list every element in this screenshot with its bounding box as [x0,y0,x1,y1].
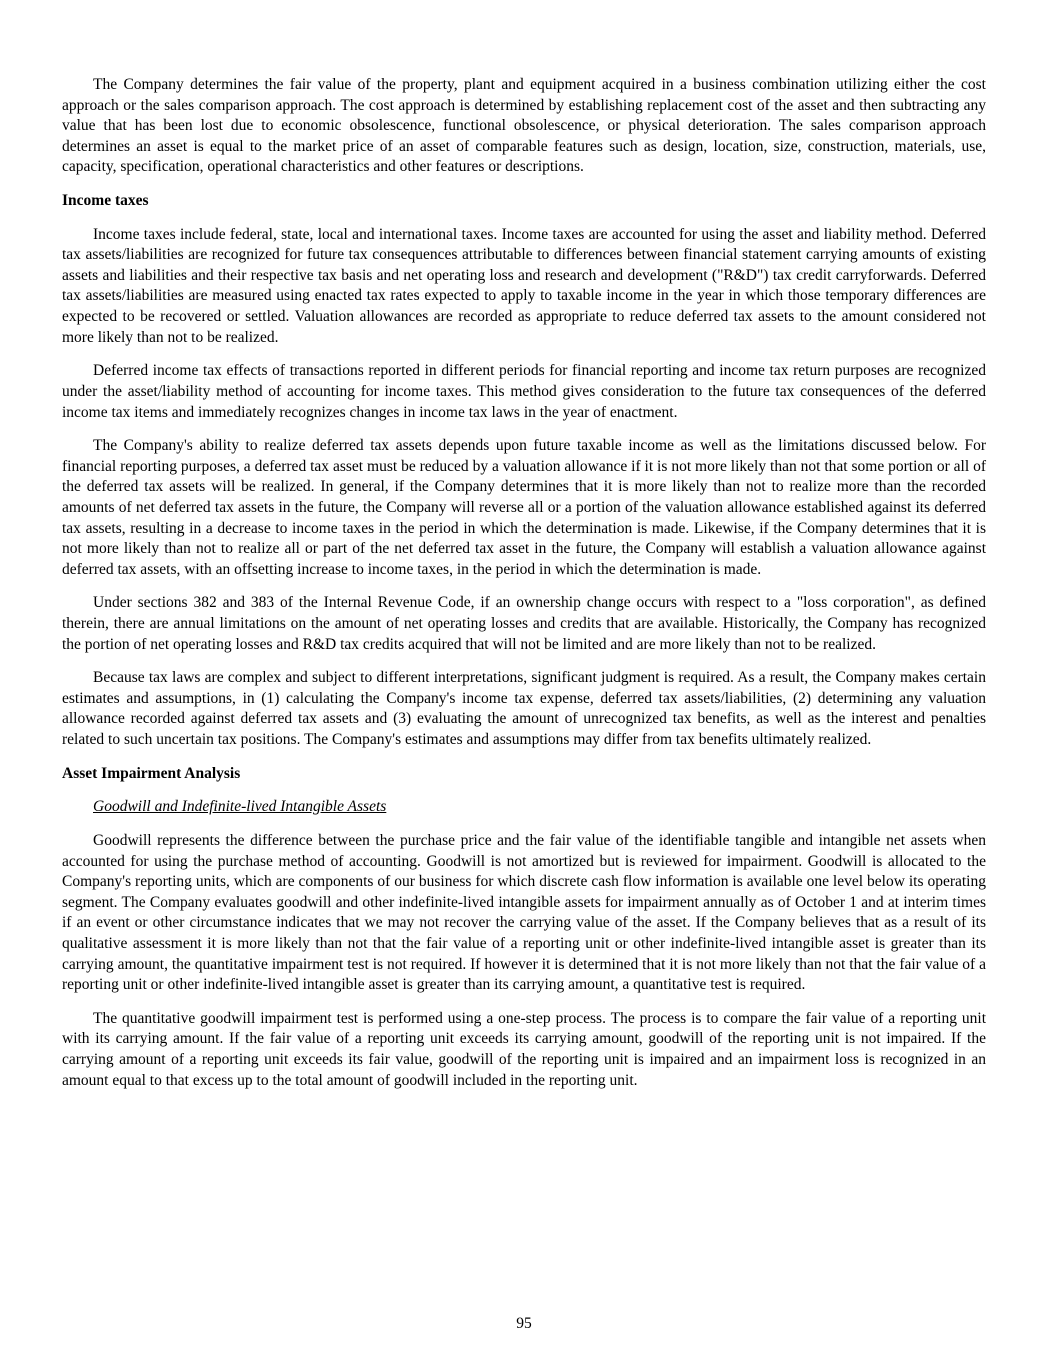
paragraph-deferred-income-tax-effects: Deferred income tax effects of transactions reported in different periods for financial reporting and income tax return purposes are recognized under the asset/liability method of accounting for income taxes. This method gives consideration to the future tax consequences of the deferred income tax items and immediately recognizes changes in income tax laws in the year of enactment. [62,362,986,421]
paragraph-tax-law-judgment: Because tax laws are complex and subject to different interpretations, significant judgment is required. As a result, the Company makes certain estimates and assumptions, in (1) calculating the Company's income tax expense, deferred tax assets/liabilities, (2) determining any valuation allowance recorded against deferred tax assets and (3) evaluating the amount of unrecognized tax benefits, as well as the interest and penalties related to such uncertain tax positions. The Company's estimates and assumptions may differ from tax benefits ultimately realized. [62,669,986,749]
paragraph-deferred-tax-assets-realization: The Company's ability to realize deferred tax assets depends upon future taxable income as well as the limitations discussed below. For financial reporting purposes, a deferred tax asset must be reduced by a valuation allowance if it is not more likely than not that some portion or all of the deferred tax assets will be realized. In general, if the Company determines that it is more likely than not to realize more than the recorded amounts of net deferred tax assets in the future, the Company will reverse all or a portion of the valuation allowance established against its deferred tax assets, resulting in a decrease to income taxes in the period in which the determination is made. Likewise, if the Company determines that it is not more likely than not to realize all or part of the net deferred tax asset in the future, the Company will establish a valuation allowance against deferred tax assets, with an offsetting increase to income taxes, in the period in which the determination is made. [62,437,986,578]
paragraph-sections-382-383: Under sections 382 and 383 of the Internal Revenue Code, if an ownership change occurs with respect to a "loss corporation", as defined therein, there are annual limitations on the amount of net operating losses and credits that are available. Historically, the Company has recognized the portion of net operating losses and R&D tax credits acquired that will not be limited and are more likely than not to be realized. [62,594,986,653]
subheading-goodwill-indefinite-lived-intangible-assets: Goodwill and Indefinite-lived Intangible Assets [93,798,387,816]
paragraph-goodwill-overview: Goodwill represents the difference between the purchase price and the fair value of the identifiable tangible and intangible net assets when accounted for using the purchase method of accounting. Goodwill is not amortized but is reviewed for impairment. Goodwill is allocated to the Company's reporting units, which are components of our business for which discrete cash flow information is available one level below its operating segment. The Company evaluates goodwill and other indefinite-lived intangible assets for impairment annually as of October 1 and at interim times if an event or other circumstance indicates that we may not recover the carrying value of the asset. If the Company believes that as a result of its qualitative assessment it is more likely than not that the fair value of a reporting unit or other indefinite-lived intangible asset is greater than its carrying amount, the quantitative impairment test is not required. If however it is determined that it is not more likely than not that the fair value of a reporting unit or other indefinite-lived intangible asset is greater than its carrying amount, a quantitative test is required. [62,831,986,994]
paragraph-quantitative-goodwill-impairment-test: The quantitative goodwill impairment test is performed using a one-step process. The process is to compare the fair value of a reporting unit with its carrying amount. If the fair value of a reporting unit exceeds its carrying amount, goodwill of the reporting unit is not impaired. If the carrying amount of a reporting unit exceeds its fair value, goodwill of the reporting unit is impaired and an impairment loss is recognized in an amount equal to that excess up to the total amount of goodwill included in the reporting unit. [62,1009,986,1089]
page-number: 95 [516,1315,532,1333]
paragraph-income-taxes-overview: Income taxes include federal, state, local and international taxes. Income taxes are accounted for using the asset and liability method. Deferred tax assets/liabilities are recognized for future tax consequences attributable to differences between financial statement carrying amounts of existing assets and liabilities and their respective tax basis and net operating loss and research and development ("R&D") tax credit carryforwards. Deferred tax assets/liabilities are measured using enacted tax rates expected to apply to taxable income in the year in which those temporary differences are expected to be recovered or settled. Valuation allowances are recorded as appropriate to reduce deferred tax assets to the amount considered not more likely than not to be realized. [62,225,986,346]
section-heading-asset-impairment-analysis: Asset Impairment Analysis [62,764,241,782]
section-heading-income-taxes: Income taxes [62,192,149,210]
paragraph-fair-value-ppe: The Company determines the fair value of the property, plant and equipment acquired in a business combination utilizing either the cost approach or the sales comparison approach. The cost approach is determined by establishing replacement cost of the asset and then subtracting any value that has been lost due to economic obsolescence, functional obsolescence, or physical deterioration. The sales comparison approach determines an asset is equal to the market price of an asset of comparable features such as design, location, size, construction, materials, use, capacity, specification, operational characteristics and other features or descriptions. [62,76,986,176]
